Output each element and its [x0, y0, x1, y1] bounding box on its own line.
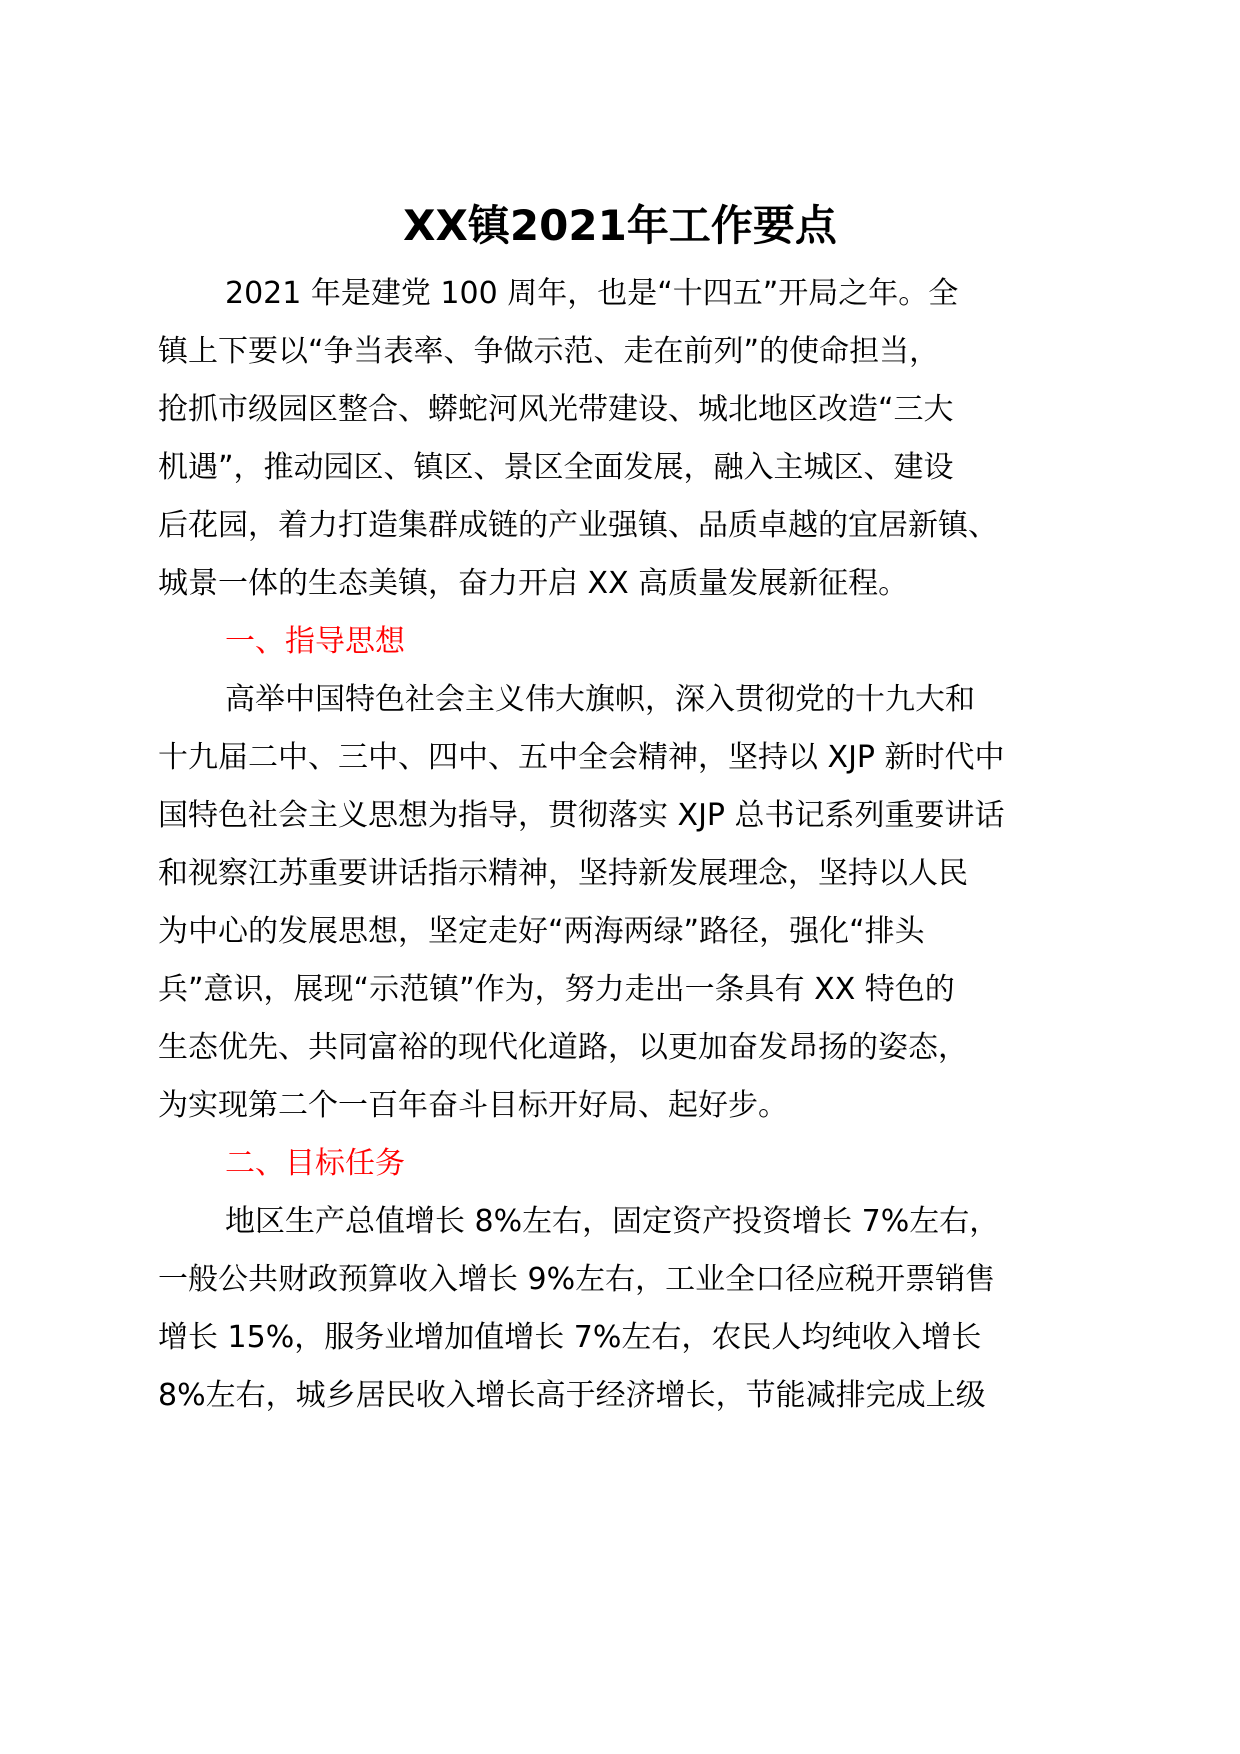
intro-line: 镇上下要以“争当表率、争做示范、走在前列”的使命担当， — [158, 334, 940, 369]
section1-line: 和视察江苏重要讲话指示精神，坚持新发展理念，坚持以人民 — [158, 856, 968, 891]
section1-line: 十九届二中、三中、四中、五中全会精神，坚持以 XJP 新时代中 — [158, 740, 1005, 775]
document-title: XX镇2021年工作要点 — [403, 201, 837, 250]
section1-line: 兵”意识，展现“示范镇”作为，努力走出一条具有 XX 特色的 — [158, 972, 955, 1007]
section2-line: 地区生产总值增长 8%左右，固定资产投资增长 7%左右， — [225, 1204, 1000, 1239]
section1-line: 为实现第二个一百年奋斗目标开好局、起好步。 — [158, 1088, 788, 1123]
intro-line: 抢抓市级园区整合、蟒蛇河风光带建设、城北地区改造“三大 — [158, 392, 954, 427]
section2-line: 增长 15%，服务业增加值增长 7%左右，农民人均纯收入增长 — [158, 1320, 982, 1355]
section2-line: 8%左右，城乡居民收入增长高于经济增长，节能减排完成上级 — [158, 1378, 986, 1413]
section-heading-guiding-ideology: 一、指导思想 — [225, 624, 405, 659]
intro-line: 城景一体的生态美镇，奋力开启 XX 高质量发展新征程。 — [158, 566, 909, 601]
section-heading-goals-tasks: 二、目标任务 — [225, 1146, 405, 1181]
intro-line: 2021 年是建党 100 周年，也是“十四五”开局之年。全 — [225, 276, 959, 311]
section1-line: 生态优先、共同富裕的现代化道路，以更加奋发昂扬的姿态， — [158, 1030, 968, 1065]
section2-line: 一般公共财政预算收入增长 9%左右，工业全口径应税开票销售 — [158, 1262, 996, 1297]
section1-line: 高举中国特色社会主义伟大旗帜，深入贯彻党的十九大和 — [225, 682, 975, 717]
intro-line: 后花园，着力打造集群成链的产业强镇、品质卓越的宜居新镇、 — [158, 508, 998, 543]
section1-line: 为中心的发展思想，坚定走好“两海两绿”路径，强化“排头 — [158, 914, 925, 949]
section1-line: 国特色社会主义思想为指导，贯彻落实 XJP 总书记系列重要讲话 — [158, 798, 1005, 833]
intro-line: 机遇”，推动园区、镇区、景区全面发展，融入主城区、建设 — [158, 450, 954, 485]
